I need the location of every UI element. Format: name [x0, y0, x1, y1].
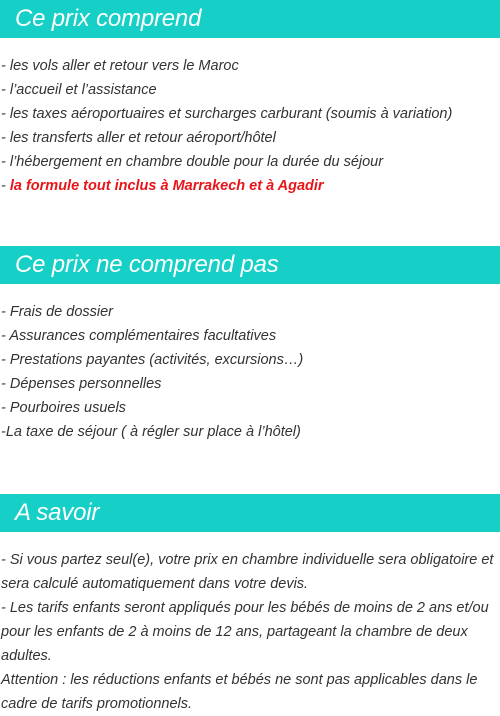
list-item: - Assurances complémentaires facultatives: [1, 328, 277, 344]
list-item: - Dépenses personnelles: [1, 376, 162, 392]
section-ce-prix-ne-comprend-pas: [0, 246, 500, 444]
list-item: - les vols aller et retour vers le Maroc: [1, 58, 239, 74]
section-title: A savoir: [15, 499, 100, 526]
list-item: - les taxes aéroportuaires et surcharges carburant (soumis à variation): [1, 106, 453, 122]
included-list: [0, 54, 500, 198]
section-ce-prix-comprend: [0, 0, 500, 198]
section-title: Ce prix comprend: [15, 5, 202, 32]
info-paragraph: - Si vous partez seul(e), votre prix en chambre individuelle sera obligatoire et sera calculé automatiquement dans votre devis.: [1, 552, 494, 592]
list-item: -La taxe de séjour ( à régler sur place à l’hôtel): [1, 424, 301, 440]
excluded-list: [0, 300, 500, 444]
list-item-highlight: - la formule tout inclus à Marrakech et à Agadir: [1, 178, 324, 194]
list-item: - Frais de dossier: [1, 304, 114, 320]
section-header: [0, 0, 500, 38]
list-item: - Prestations payantes (activités, excursions…): [1, 352, 304, 368]
info-paragraph: Attention : les réductions enfants et bébés ne sont pas applicables dans le cadre de tarifs promotionnels.: [1, 672, 478, 712]
section-title: Ce prix ne comprend pas: [15, 251, 279, 278]
section-body: [0, 548, 500, 716]
section-header: [0, 494, 500, 532]
highlight-text: la formule tout inclus à Marrakech et à Agadir: [9, 178, 324, 194]
info-paragraph: - Les tarifs enfants seront appliqués pour les bébés de moins de 2 ans et/ou pour les enfants de 2 à moins de 12 ans, partageant la chambre de deux adultes.: [1, 600, 489, 664]
list-item: - les transferts aller et retour aéroport/hôtel: [1, 130, 276, 146]
list-item: - Pourboires usuels: [1, 400, 126, 416]
list-item: - l’hébergement en chambre double pour la durée du séjour: [1, 154, 384, 170]
list-item: - l’accueil et l’assistance: [1, 82, 157, 98]
section-a-savoir: [0, 494, 500, 716]
section-header: [0, 246, 500, 284]
